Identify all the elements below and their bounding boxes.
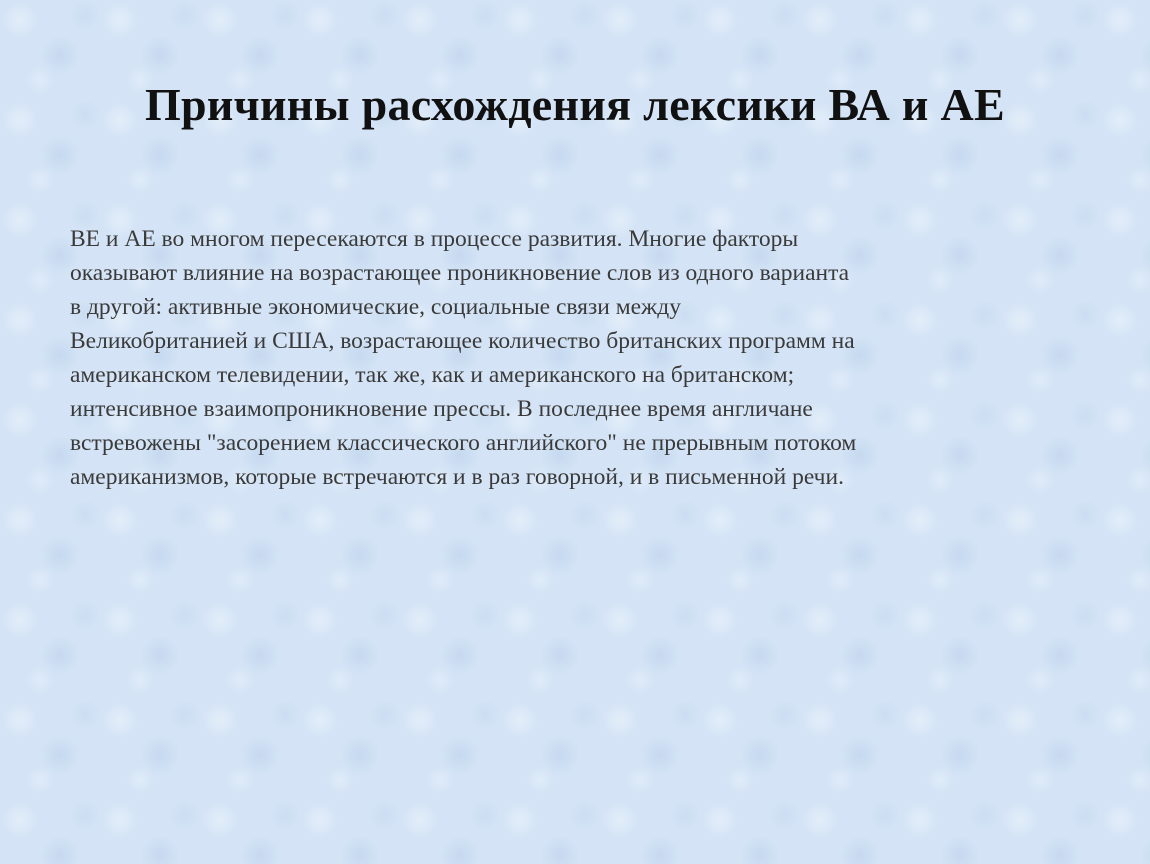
body-line: оказывают влияние на возрастающее проникновение слов из одного варианта [70,260,850,286]
body-line: американизмов, которые встречаются и в раз говорной, и в письменной речи. [70,464,844,490]
body-line: ВЕ и АЕ во многом пересекаются в процессе развития. Многие факторы [70,226,799,252]
body-line: в другой: активные экономические, социальные связи между [70,294,681,320]
body-line: встревожены "засорением классического английского" не прерывным потоком [70,430,857,456]
slide-body-text [70,222,1060,494]
slide-title: Причины расхождения лексики ВА и АЕ [144,79,1006,130]
body-line: интенсивное взаимопроникновение прессы. В последнее время англичане [70,396,813,422]
body-line: американском телевидении, так же, как и американского на британском; [70,362,795,388]
body-line: Великобританией и США, возрастающее количество британских программ на [70,328,855,354]
